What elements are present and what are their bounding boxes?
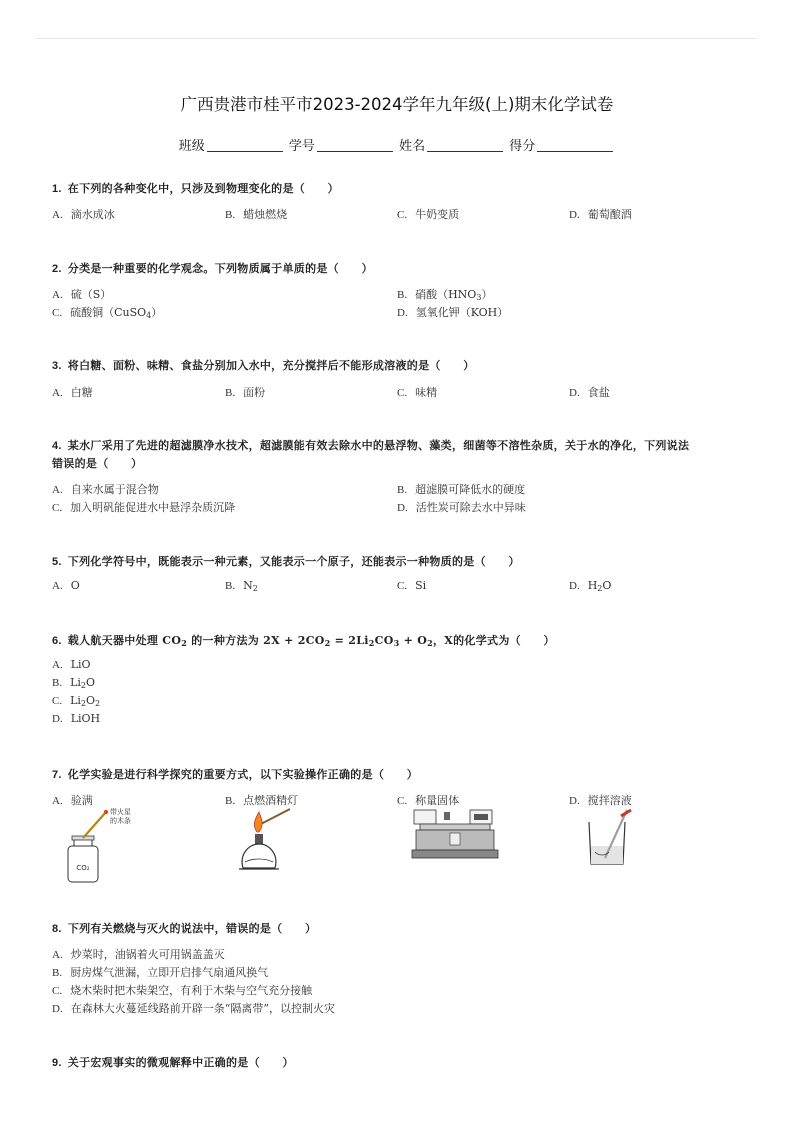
q8-option-a[interactable]: A. 炒菜时，油锅着火可用锅盖盖灭 bbox=[52, 948, 225, 961]
student-info-line bbox=[0, 135, 794, 154]
name-blank[interactable] bbox=[427, 139, 503, 152]
alcohol-lamp-figure bbox=[235, 806, 305, 876]
q6-option-a[interactable]: A. LiO bbox=[52, 658, 91, 671]
class-label: 班级 bbox=[178, 139, 205, 154]
lamp-liquid bbox=[245, 859, 273, 862]
q4-option-b[interactable]: B. 超滤膜可降低水的硬度 bbox=[397, 483, 526, 496]
question-5-text: 下列化学符号中，既能表示一种元素，又能表示一个原子，还能表示一种物质的是（ ） bbox=[67, 555, 520, 568]
q3-option-a[interactable]: A. 白糖 bbox=[52, 386, 93, 399]
q8-option-d[interactable]: D. 在森林大火蔓延线路前开辟一条“隔离带”，以控制火灾 bbox=[52, 1002, 335, 1015]
q3-option-b[interactable]: B. 面粉 bbox=[225, 386, 266, 399]
balance-figure bbox=[410, 808, 500, 864]
glowing-tip bbox=[104, 810, 108, 814]
lamp-wick-holder bbox=[255, 834, 263, 844]
balance-beam bbox=[420, 824, 490, 830]
q7-option-d[interactable]: D. 搅拌溶液 bbox=[569, 794, 632, 807]
co2-label: CO₂ bbox=[76, 864, 90, 872]
question-4: 4. 某水厂采用了先进的超滤膜净水技术，超滤膜能有效去除水中的悬浮物、藻类，细菌等不溶性杂质，关于水的净化，下列说法 bbox=[52, 439, 690, 452]
left-pan-paper bbox=[414, 810, 436, 824]
gas-bottle-splint-figure bbox=[62, 806, 152, 886]
q5-option-b[interactable]: B. $N_2$ bbox=[225, 579, 258, 593]
page-title: 广西贵港市桂平市2023-2024学年九年级(上)期末化学试卷 bbox=[180, 95, 614, 114]
q7-option-a[interactable]: A. 验满 bbox=[52, 794, 93, 807]
question-8-text: 下列有关燃烧与灭火的说法中，错误的是（ ） bbox=[67, 922, 317, 935]
q5-option-d[interactable]: D. $H_2O$ bbox=[569, 579, 612, 593]
q1-option-b[interactable]: B. 蜡烛燃烧 bbox=[225, 208, 288, 221]
class-blank[interactable] bbox=[207, 139, 283, 152]
header-divider bbox=[36, 38, 758, 39]
solid-sample bbox=[474, 814, 488, 820]
question-6: 6. 载人航天器中处理 $CO_2$ 的一种方法为 $2X + 2CO_2 = 2Li_2CO_3 + O_2$，X的化学式为（ ） bbox=[52, 634, 555, 648]
wooden-splint bbox=[83, 812, 106, 838]
q7-option-c[interactable]: C. 称量固体 bbox=[397, 794, 460, 807]
q2-option-a[interactable]: A. 硫（S） bbox=[52, 288, 112, 301]
beaker-stirring-figure bbox=[583, 806, 643, 868]
question-6-text: 载人航天器中处理 $CO_2$ 的一种方法为 $2X + 2CO_2 = 2Li_2CO_3 + O_2$，X的化学式为（ ） bbox=[67, 634, 555, 648]
q6-option-d[interactable]: D. LiOH bbox=[52, 712, 101, 725]
question-9-text: 关于宏观事实的微观解释中正确的是（ ） bbox=[67, 1056, 294, 1069]
flame-icon bbox=[254, 812, 262, 832]
balance-base bbox=[412, 850, 498, 858]
q2-option-b[interactable]: B. 硝酸$(HNO_3)$ bbox=[397, 288, 493, 302]
q2-option-c[interactable]: C. 硫酸铜（CuSO$_4$） bbox=[52, 306, 163, 320]
splint-label-2: 的木条 bbox=[110, 817, 131, 825]
question-4-line2 bbox=[52, 455, 142, 471]
q3-option-d[interactable]: D. 食盐 bbox=[569, 386, 610, 399]
question-3-text: 将白糖、面粉、味精、食盐分别加入水中，充分搅拌后不能形成溶液的是（ ） bbox=[67, 359, 475, 372]
lamp-body bbox=[242, 844, 276, 868]
question-7-text: 化学实验是进行科学探究的重要方式，以下实验操作正确的是（ ） bbox=[67, 768, 419, 781]
question-4-text-line1: 某水厂采用了先进的超滤膜净水技术，超滤膜能有效去除水中的悬浮物、藻类，细菌等不溶性杂质，关于水的净化，下列说法 bbox=[67, 439, 690, 452]
q5-option-c[interactable]: C. Si bbox=[397, 579, 427, 592]
q7-option-b[interactable]: B. 点燃酒精灯 bbox=[225, 794, 299, 807]
question-5: 5. 下列化学符号中，既能表示一种元素，又能表示一个原子，还能表示一种物质的是（ ） bbox=[52, 555, 520, 568]
weight-block bbox=[444, 812, 450, 820]
question-9: 9. 关于宏观事实的微观解释中正确的是（ ） bbox=[52, 1056, 294, 1069]
score-label: 得分 bbox=[509, 139, 536, 154]
q2-option-d[interactable]: D. 氢氧化钾（KOH） bbox=[397, 306, 509, 319]
number-label: 学号 bbox=[288, 139, 315, 154]
q1-option-d[interactable]: D. 葡萄酿酒 bbox=[569, 208, 632, 221]
q3-option-c[interactable]: C. 味精 bbox=[397, 386, 438, 399]
q1-option-c[interactable]: C. 牛奶变质 bbox=[397, 208, 460, 221]
score-blank[interactable] bbox=[537, 139, 613, 152]
question-1: 1. 在下列的各种变化中，只涉及到物理变化的是（ ） bbox=[52, 182, 339, 195]
question-8: 8. 下列有关燃烧与灭火的说法中，错误的是（ ） bbox=[52, 922, 317, 935]
question-7: 7. 化学实验是进行科学探究的重要方式，以下实验操作正确的是（ ） bbox=[52, 768, 419, 781]
name-label: 姓名 bbox=[399, 139, 426, 154]
q4-option-a[interactable]: A. 自来水属于混合物 bbox=[52, 483, 159, 496]
question-4-text-line2: 错误的是（ ） bbox=[52, 457, 143, 470]
q4-option-c[interactable]: C. 加入明矾能促进水中悬浮杂质沉降 bbox=[52, 501, 236, 514]
q8-option-b[interactable]: B. 厨房煤气泄漏，立即开启排气扇通风换气 bbox=[52, 966, 269, 979]
q6-option-b[interactable]: B. $Li_2O$ bbox=[52, 676, 96, 690]
question-1-text: 在下列的各种变化中，只涉及到物理变化的是（ ） bbox=[67, 182, 339, 195]
q6-option-c[interactable]: C. $Li_2O_2$ bbox=[52, 694, 101, 708]
q4-option-d[interactable]: D. 活性炭可除去水中异味 bbox=[397, 501, 526, 514]
number-blank[interactable] bbox=[317, 139, 393, 152]
question-2-text: 分类是一种重要的化学观念。下列物质属于单质的是（ ） bbox=[67, 262, 373, 275]
balance-pointer-window bbox=[450, 833, 460, 845]
q8-option-c[interactable]: C. 烧木柴时把木柴架空，有利于木柴与空气充分接触 bbox=[52, 984, 313, 997]
question-2: 2. 分类是一种重要的化学观念。下列物质属于单质的是（ ） bbox=[52, 262, 373, 275]
question-3: 3. 将白糖、面粉、味精、食盐分别加入水中，充分搅拌后不能形成溶液的是（ ） bbox=[52, 359, 475, 372]
q5-option-a[interactable]: A. O bbox=[52, 579, 80, 592]
q1-option-a[interactable]: A. 滴水成冰 bbox=[52, 208, 115, 221]
splint-label-1: 带火星 bbox=[110, 808, 131, 816]
